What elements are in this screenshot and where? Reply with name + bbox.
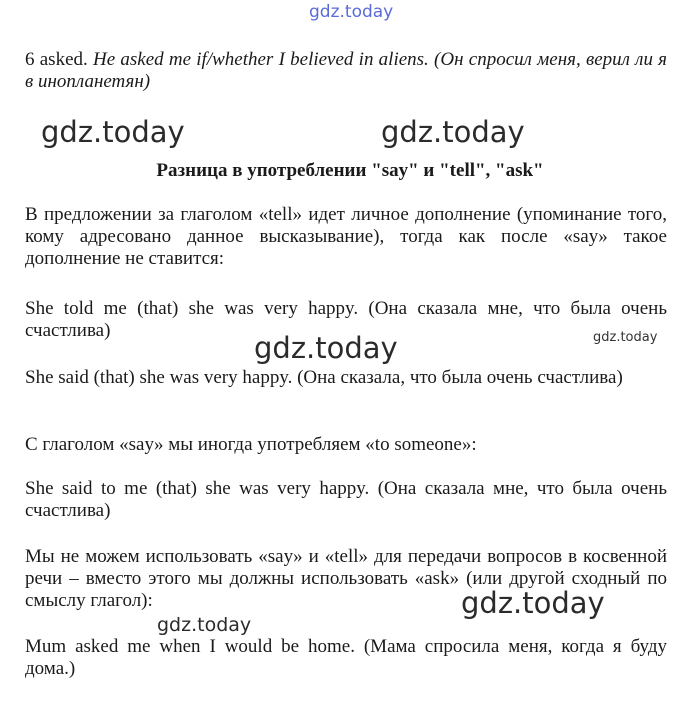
- paragraph-2: She told me (that) she was very happy. (Она сказала мне, что была очень счастлива): [25, 298, 667, 341]
- paragraph-5: She said to me (that) she was very happy. (Она сказала мне, что была очень счастлива): [25, 478, 667, 521]
- paragraph-1: В предложении за глаголом «tell» идет личное дополнение (упоминание того, кому адресовано данное высказывание), тогда как после «say» такое дополнение не ставится:: [25, 204, 667, 269]
- paragraph-7: Mum asked me when I would be home. (Мама спросила меня, когда я буду дома.): [25, 636, 667, 679]
- section-heading: Разница в употреблении "say" и "tell", "ask": [156, 160, 544, 181]
- item-6-example: He asked me if/whether I believed in aliens. (Он спросил меня, верил ли я в инопланетян): [25, 49, 668, 92]
- item-6-lead: 6 asked.: [25, 49, 88, 70]
- watermark-6: gdz.today: [157, 614, 252, 636]
- watermark-5: gdz.today: [461, 586, 605, 620]
- watermark-top: gdz.today: [309, 2, 394, 22]
- paragraph-6: Мы не можем использовать «say» и «tell» для передачи вопросов в косвенной речи – вместо этого мы должны использовать «ask» (или другой сходный по смыслу глагол):: [25, 546, 667, 611]
- paragraph-4: С глаголом «say» мы иногда употребляем «to someone»:: [25, 434, 477, 455]
- watermark-2: gdz.today: [381, 115, 525, 149]
- watermark-4: gdz.today: [254, 331, 398, 365]
- paragraph-3: She said (that) she was very happy. (Она сказала, что была очень счастлива): [25, 367, 623, 388]
- item-6: [25, 49, 667, 93]
- watermark-1: gdz.today: [41, 115, 185, 149]
- watermark-3: gdz.today: [593, 330, 658, 345]
